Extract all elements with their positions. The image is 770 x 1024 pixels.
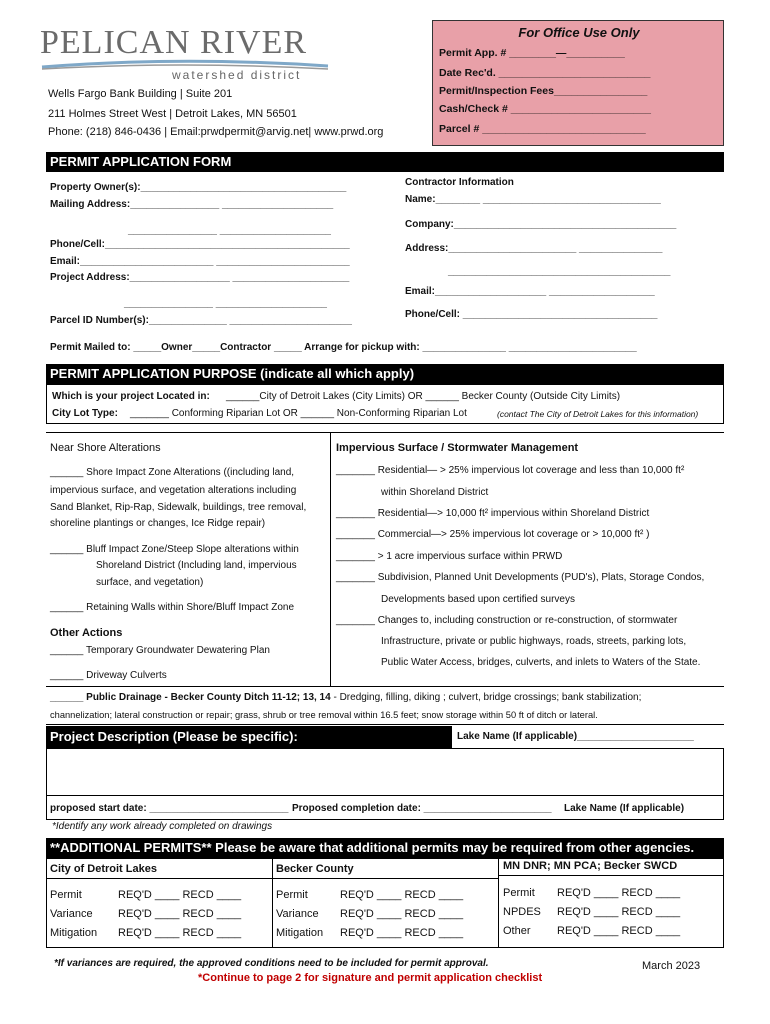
- additional-permits-bar: **ADDITIONAL PERMITS** Please be aware that additional permits may be required from other agencies.: [46, 838, 724, 858]
- bluff-impact-item-line-2: Shoreland District (Including land, impervious: [96, 560, 297, 571]
- residential-10000-item[interactable]: _______ Residential—> 10,000 ft² impervious within Shoreland District: [336, 508, 650, 519]
- col3-row-label: NPDES: [503, 906, 541, 918]
- logo-title: PELICAN RIVER: [40, 24, 308, 61]
- other-actions-heading: Other Actions: [50, 627, 123, 639]
- shore-impact-item-line-4: shoreline plantings or changes, Ice Ridge repair): [50, 518, 266, 529]
- residential-25-item-line-2: within Shoreland District: [381, 487, 489, 498]
- retaining-walls-item[interactable]: ______ Retaining Walls within Shore/Bluff Impact Zone: [50, 602, 295, 613]
- parcel-field[interactable]: Parcel # ____________________________: [439, 123, 646, 135]
- contractor-address-line-2[interactable]: ________________________________________: [448, 266, 671, 277]
- office-use-title: For Office Use Only: [518, 25, 640, 40]
- fees-field[interactable]: Permit/Inspection Fees________________: [439, 85, 648, 97]
- lot-type-options[interactable]: _______ Conforming Riparian Lot OR ______ Non-Conforming Riparian Lot: [130, 408, 467, 419]
- one-acre-item[interactable]: _______ > 1 acre impervious surface within PRWD: [336, 551, 563, 562]
- located-label: Which is your project Located in:: [52, 391, 210, 402]
- contractor-info-heading: Contractor Information: [405, 177, 514, 188]
- lake-name-bottom-field[interactable]: Lake Name (If applicable): [564, 803, 685, 814]
- stormwater-changes-item-line-2: Infrastructure, private or public highways, roads, streets, parking lots,: [381, 636, 687, 647]
- lot-type-label: City Lot Type:: [52, 408, 118, 419]
- residential-25-item[interactable]: _______ Residential— > 25% impervious lot coverage and less than 10,000 ft²: [336, 465, 685, 476]
- contractor-phone-field[interactable]: Phone/Cell: ___________________________________: [405, 309, 658, 320]
- col3-row-value[interactable]: REQ'D ____ RECD ____: [557, 925, 681, 937]
- commercial-item[interactable]: _______ Commercial—> 25% impervious lot coverage or > 10,000 ft² ): [336, 529, 650, 540]
- logo-subtitle: watershed district: [172, 68, 302, 82]
- date-recd-field[interactable]: Date Rec'd. __________________________: [439, 67, 651, 79]
- col2-row-value[interactable]: REQ'D ____ RECD ____: [340, 889, 464, 901]
- lot-type-note: (contact The City of Detroit Lakes for this information): [497, 409, 699, 419]
- description-title-bar: Project Description (Please be specific):: [46, 726, 452, 748]
- public-drainage-detail: - Dredging, filling, diking ; culvert, bridge crossings; bank stabilization;: [330, 692, 642, 703]
- contractor-company-field[interactable]: Company:________________________________________: [405, 219, 677, 230]
- form-date: March 2023: [642, 960, 701, 972]
- col1-row-value[interactable]: REQ'D ____ RECD ____: [118, 908, 242, 920]
- subdivision-item-line-2: Developments based upon certified surveys: [381, 594, 575, 605]
- located-options[interactable]: ______City of Detroit Lakes (City Limits) OR ______ Becker County (Outside City Limits): [226, 391, 621, 402]
- col2-row-value[interactable]: REQ'D ____ RECD ____: [340, 927, 464, 939]
- mailing-address-field[interactable]: Mailing Address:________________ ____________________: [50, 199, 334, 210]
- col2-heading-rule: [272, 878, 498, 879]
- col1-row-label: Permit: [50, 889, 82, 901]
- col1-heading-rule: [46, 878, 272, 879]
- form-title-bar: PERMIT APPLICATION FORM: [46, 152, 724, 172]
- address-line-2: 211 Holmes Street West | Detroit Lakes, MN 56501: [48, 108, 297, 120]
- parcel-id-field[interactable]: Parcel ID Number(s):______________ ______________________: [50, 315, 352, 326]
- start-date-field[interactable]: proposed start date: _________________________: [50, 803, 289, 814]
- col1-row-label: Variance: [50, 908, 93, 920]
- variance-note: *If variances are required, the approved conditions need to be included for permit approval.: [54, 958, 489, 969]
- col1-row-value[interactable]: REQ'D ____ RECD ____: [118, 889, 242, 901]
- near-shore-heading: Near Shore Alterations: [50, 442, 161, 454]
- public-drainage-line-2: channelization; lateral construction or repair; grass, shrub or tree removal within 16.5 feet; snow storage within 50 ft of ditch or lateral.: [50, 710, 598, 720]
- city-detroit-lakes-heading: City of Detroit Lakes: [50, 863, 157, 875]
- completion-date-field[interactable]: Proposed completion date: _______________________: [292, 803, 552, 814]
- address-line-1: Wells Fargo Bank Building | Suite 201: [48, 88, 233, 100]
- dewatering-item[interactable]: ______ Temporary Groundwater Dewatering Plan: [50, 645, 270, 656]
- stormwater-changes-item-line-3: Public Water Access, bridges, culverts, and inlets to Waters of the State.: [381, 657, 701, 668]
- col3-heading-rule: [498, 875, 724, 876]
- permit-mailed-line[interactable]: Permit Mailed to: _____Owner_____Contractor _____ Arrange for pickup with: _______________ _______________________: [50, 342, 637, 353]
- col1-row-value[interactable]: REQ'D ____ RECD ____: [118, 927, 242, 939]
- continue-note: *Continue to page 2 for signature and permit application checklist: [198, 972, 543, 984]
- bluff-impact-item-line-3: surface, and vegetation): [96, 577, 204, 588]
- shore-impact-item-line-3: Sand Blanket, Rip-Rap, Sidewalk, buildings, tree removal,: [50, 502, 307, 513]
- office-use-box: [432, 20, 724, 146]
- purpose-title-bar: PERMIT APPLICATION PURPOSE (indicate all which apply): [46, 364, 724, 384]
- property-owner-field[interactable]: Property Owner(s):_____________________________________: [50, 182, 347, 193]
- impervious-heading: Impervious Surface / Stormwater Management: [336, 442, 579, 454]
- shore-impact-item-line-2: impervious surface, and vegetation alterations including: [50, 485, 297, 496]
- col1-row-label: Mitigation: [50, 927, 98, 939]
- phone-cell-field[interactable]: Phone/Cell:____________________________________________: [50, 239, 350, 250]
- contact-line: Phone: (218) 846-0436 | Email:prwdpermit@arvig.net| www.prwd.org: [48, 126, 384, 138]
- permits-col-divider-2: [498, 858, 499, 948]
- permit-app-field[interactable]: Permit App. # ________—__________: [439, 47, 625, 59]
- project-address-field[interactable]: Project Address:__________________ _____________________: [50, 272, 350, 283]
- lake-name-top-field[interactable]: Lake Name (If applicable)_____________________: [457, 731, 694, 742]
- public-drainage-item[interactable]: [50, 692, 641, 703]
- col2-row-label: Variance: [276, 908, 319, 920]
- col3-row-value[interactable]: REQ'D ____ RECD ____: [557, 906, 681, 918]
- becker-county-heading: Becker County: [276, 863, 354, 875]
- subdivision-item[interactable]: _______ Subdivision, Planned Unit Developments (PUD's), Plats, Storage Condos,: [336, 572, 705, 583]
- stormwater-changes-item[interactable]: _______ Changes to, including construction or re-construction, of stormwater: [336, 615, 678, 626]
- col3-row-label: Other: [503, 925, 531, 937]
- work-completed-note: *Identify any work already completed on drawings: [52, 821, 273, 832]
- col2-row-label: Permit: [276, 889, 308, 901]
- permits-col-divider-1: [272, 858, 273, 948]
- col2-row-value[interactable]: REQ'D ____ RECD ____: [340, 908, 464, 920]
- shore-impact-item[interactable]: ______ Shore Impact Zone Alterations ((including land,: [50, 467, 295, 478]
- project-address-line-2[interactable]: ________________ ____________________: [124, 298, 327, 309]
- email-field[interactable]: Email:________________________ ________________________: [50, 256, 350, 267]
- public-drainage-label: ______ Public Drainage - Becker County Ditch 11-12; 13, 14: [50, 692, 331, 703]
- drainage-bottom-rule: [46, 724, 724, 725]
- contractor-name-field[interactable]: Name:________ ________________________________: [405, 194, 661, 205]
- col2-row-label: Mitigation: [276, 927, 324, 939]
- contractor-address-field[interactable]: Address:_______________________ _______________: [405, 243, 663, 254]
- col3-row-value[interactable]: REQ'D ____ RECD ____: [557, 887, 681, 899]
- mn-agencies-heading: MN DNR; MN PCA; Becker SWCD: [503, 860, 678, 872]
- description-textarea[interactable]: [46, 748, 724, 796]
- alterations-divider: [330, 432, 331, 686]
- driveway-culverts-item[interactable]: ______ Driveway Culverts: [50, 670, 167, 681]
- col3-row-label: Permit: [503, 887, 535, 899]
- mailing-address-line-2[interactable]: ________________ ____________________: [128, 225, 331, 236]
- contractor-email-field[interactable]: Email:____________________ ___________________: [405, 286, 655, 297]
- bluff-impact-item[interactable]: ______ Bluff Impact Zone/Steep Slope alterations within: [50, 544, 299, 555]
- cash-check-field[interactable]: Cash/Check # ________________________: [439, 103, 651, 115]
- alterations-bottom-rule: [46, 686, 724, 687]
